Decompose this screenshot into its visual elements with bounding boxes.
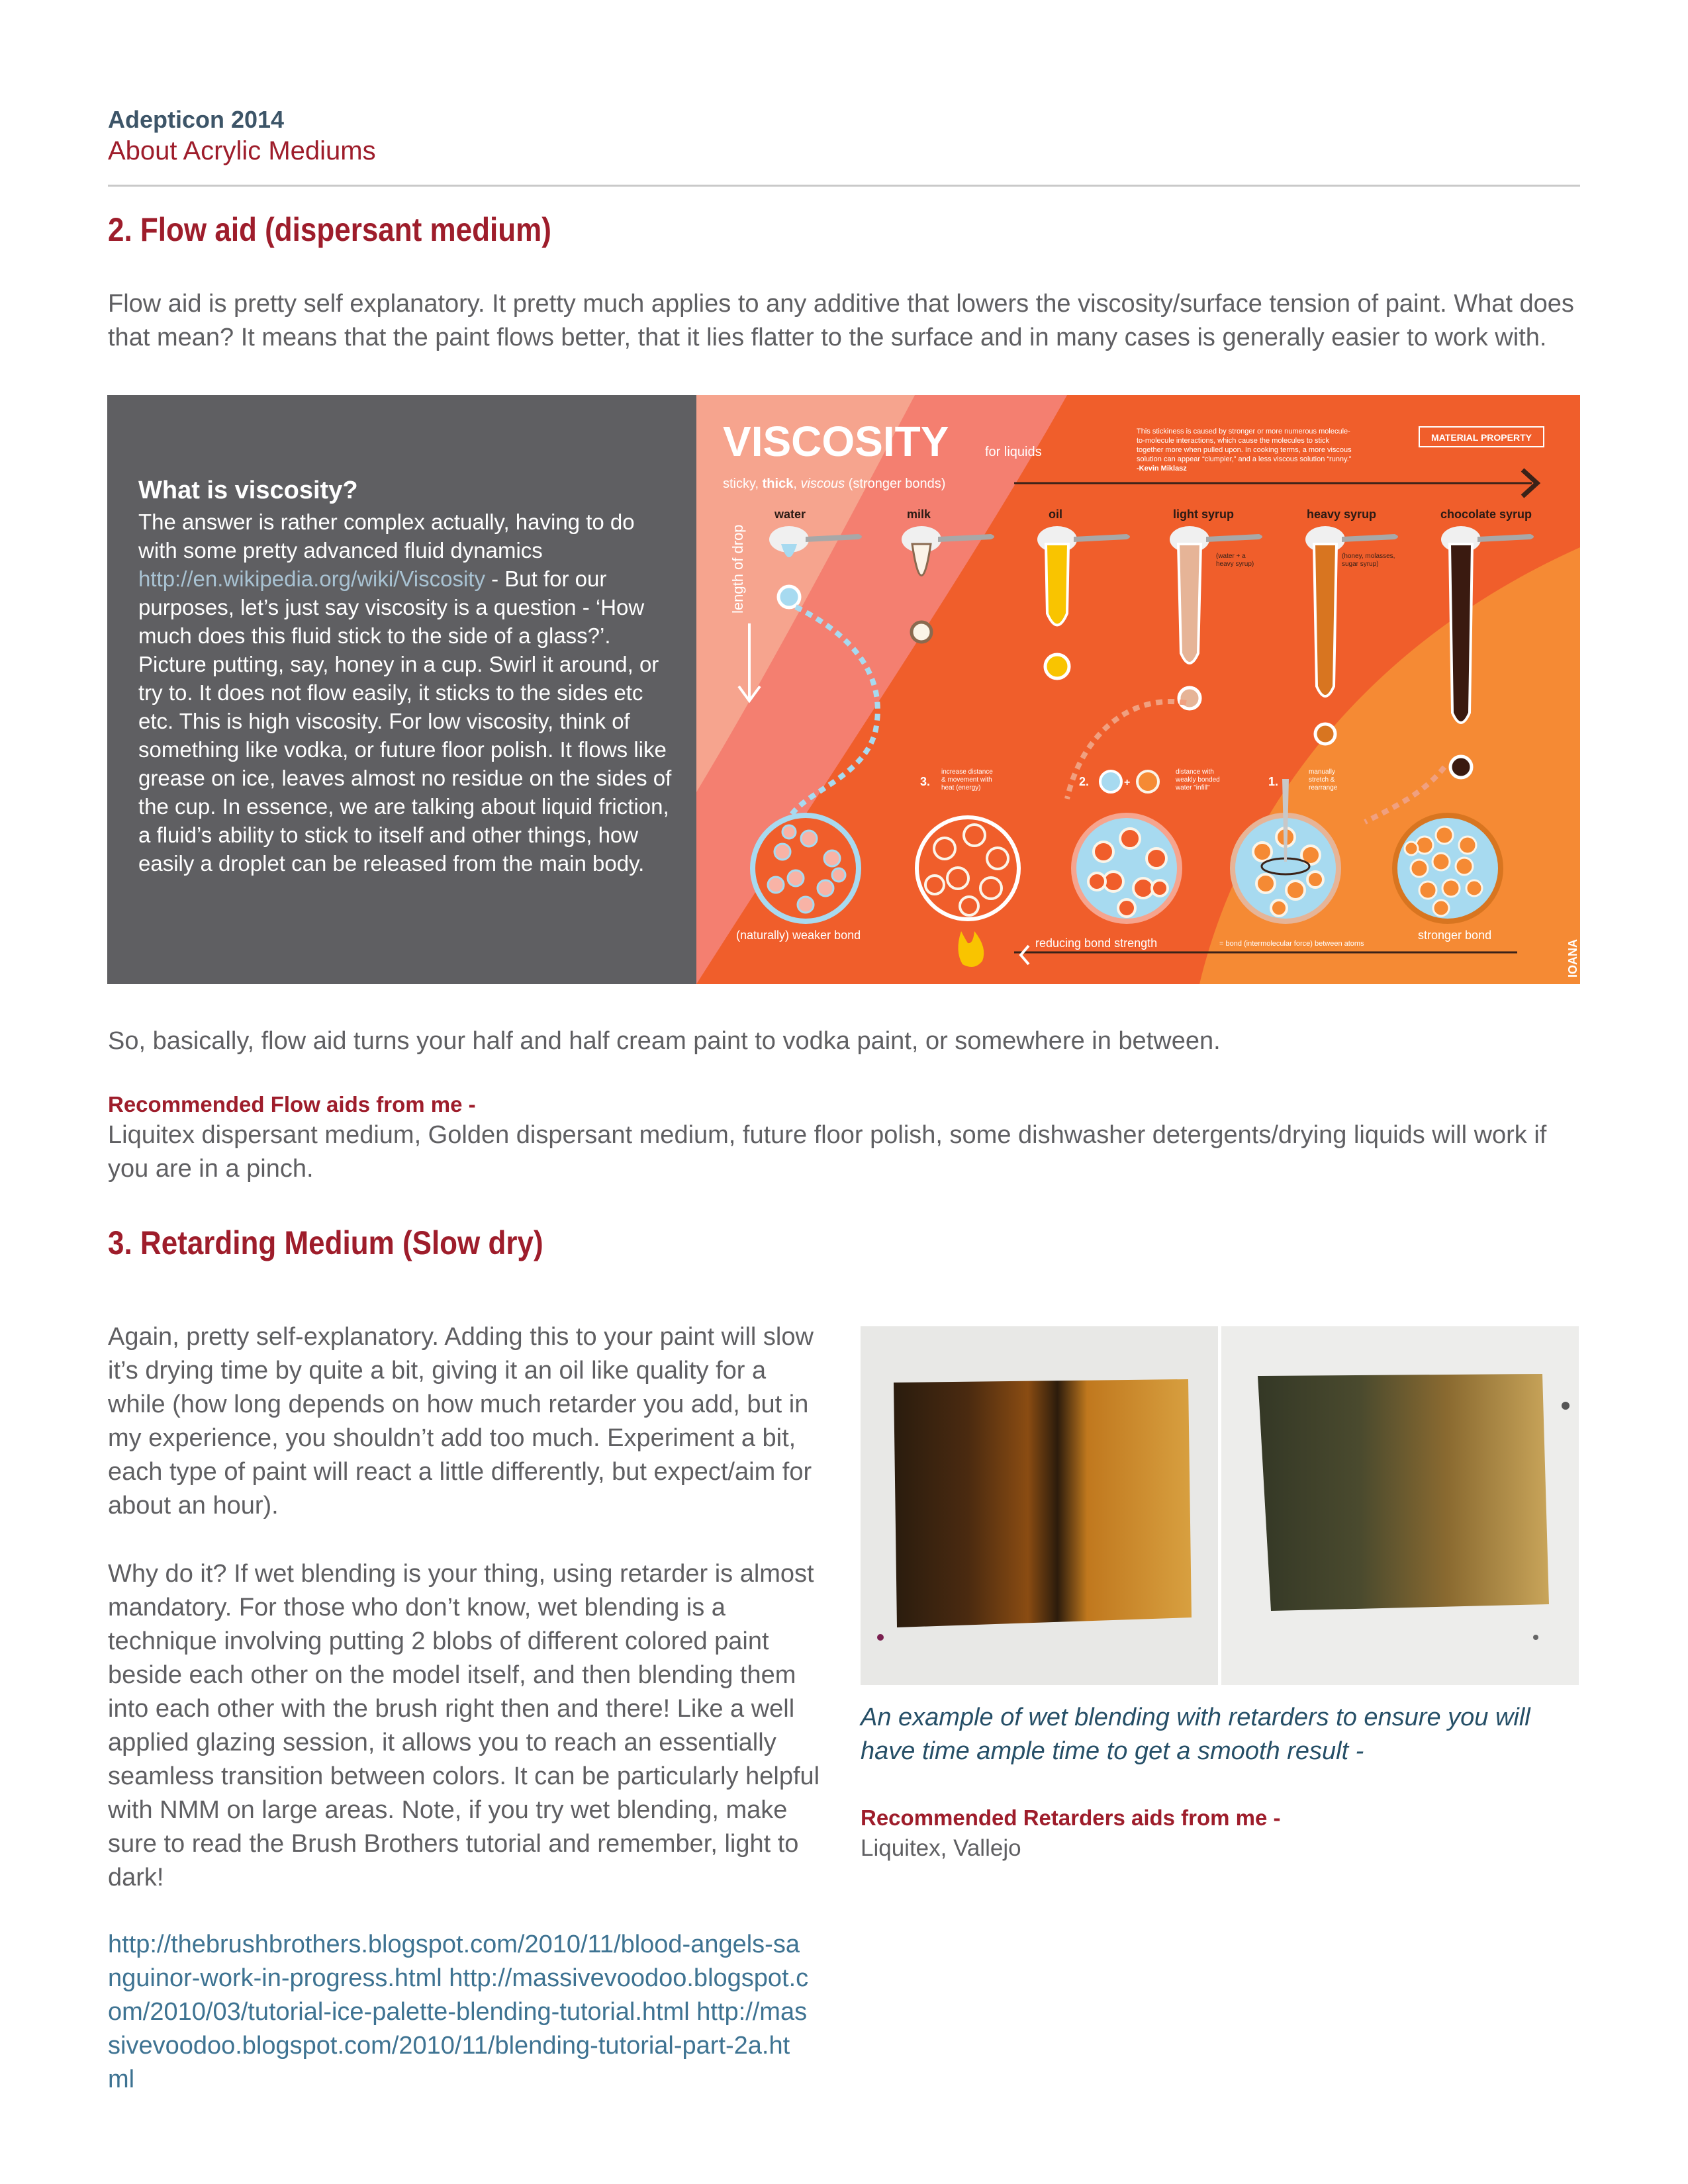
section-3-heading: 3. Retarding Medium (Slow dry) — [108, 1224, 543, 1261]
infographic-signature: IOANA — [1566, 939, 1579, 978]
liquid-label-water: water — [774, 508, 806, 521]
svg-text:solution can appear “clumpier,: solution can appear “clumpier,” and a less viscous solution “runny.” — [1137, 455, 1352, 463]
infographic-tagline: sticky, thick, viscous (stronger bonds) — [723, 477, 946, 491]
svg-text:-Kevin Miklasz: -Kevin Miklasz — [1137, 465, 1187, 473]
length-of-drop-label: length of drop — [729, 524, 746, 614]
liquid-label-heavy-syrup: heavy syrup — [1307, 508, 1377, 521]
molecule-weak — [753, 815, 859, 921]
svg-text:1.: 1. — [1268, 775, 1279, 788]
liquid-label-chocolate-syrup: chocolate syrup — [1440, 508, 1532, 521]
blended-tile-before — [894, 1379, 1192, 1627]
viscosity-answer — [138, 508, 675, 878]
document-subtitle: About Acrylic Mediums — [108, 136, 376, 165]
reducing-strength-label: reducing bond strength — [1035, 936, 1158, 950]
svg-text:3.: 3. — [920, 775, 931, 788]
svg-text:2.: 2. — [1079, 775, 1090, 788]
svg-text:(honey, molasses,: (honey, molasses, — [1342, 553, 1395, 560]
liquid-label-oil: oil — [1049, 508, 1062, 521]
svg-text:weakly bonded: weakly bonded — [1176, 776, 1220, 784]
section-2-intro: Flow aid is pretty self explanatory. It pretty much applies to any additive that lowers the viscosity/surface tension of paint. What does that mean? It means that the paint flows better, that it lies flatter to the surface and in many cases is generally easier to work with. — [108, 290, 1574, 351]
infographic-title: VISCOSITY — [723, 418, 949, 465]
svg-text:distance with: distance with — [1176, 768, 1214, 776]
liquid-label-milk: milk — [907, 508, 931, 521]
svg-text:together more when pulled upon: together more when pulled upon. In cooking terms, a more viscous — [1137, 446, 1352, 454]
retarder-recommendation-text: Liquitex, Vallejo — [861, 1835, 1021, 1861]
document-event-title: Adepticon 2014 — [108, 106, 285, 133]
material-property-label: MATERIAL PROPERTY — [1431, 432, 1532, 443]
flow-aid-summary: So, basically, flow aid turns your half and half cream paint to vodka paint, or somewhere in between. — [108, 1027, 1221, 1055]
flow-aid-recommendation-text: Liquitex dispersant medium, Golden dispersant medium, future floor polish, some dishwasher detergents/drying liquids will work if you are in a pinch. — [108, 1121, 1547, 1183]
svg-text:increase distance: increase distance — [941, 768, 993, 776]
stronger-bond-label: stronger bond — [1418, 929, 1492, 942]
svg-text:rearrange: rearrange — [1309, 784, 1338, 792]
viscosity-answer-rest: - But for our purposes, let’s just say viscosity is a question - ‘How much does this fluid stick to the side of a glass?’. Picture putting, say, honey in a cup. Swirl it around, or try to. It does not flow easily, it sticks to the sides etc etc. This is high viscosity. For low viscosity, think of something like vodka, or future floor polish. It flows like grease on ice, leaves almost no residue on the sides of the cup. In essence, we are talking about liquid friction, a fluid’s ability to stick to itself and other things, how easily a droplet can be released from the main body. — [138, 567, 672, 876]
svg-text:water "infill": water "infill" — [1176, 784, 1210, 792]
wikipedia-link[interactable]: http://en.wikipedia.org/wiki/Viscosity — [138, 567, 485, 591]
flow-aid-recommendation-heading: Recommended Flow aids from me - — [108, 1092, 476, 1116]
viscosity-explainer-box — [107, 395, 696, 984]
svg-text:(water + a: (water + a — [1216, 553, 1246, 560]
svg-text:& movement with: & movement with — [941, 776, 992, 784]
weaker-bond-label: (naturally) weaker bond — [736, 929, 861, 942]
svg-text:sugar syrup): sugar syrup) — [1342, 561, 1379, 568]
retarder-paragraph-2: Why do it? If wet blending is your thing, using retarder is almost mandatory. For those who don’t know, wet blending is a technique involving putting 2 blobs of different colored paint beside each other on the model itself, and then blending them into each other with the brush right then and there! Like a well applied glazing session, it allows you to reach an essentially seamless transition between colors. It can be particularly helpful with NMM on large areas. Note, if you try wet blending, make sure to read the Brush Brothers tutorial and remember, light to dark! — [108, 1560, 820, 1891]
retarder-paragraph-1: Again, pretty self-explanatory. Adding this to your paint will slow it’s drying time by quite a bit, giving it an oil like quality for a while (how long depends on how much retarder you add, but in my experience, you shouldn’t add too much. Experiment a bit, each type of paint will react a little differently, but expect/aim for about an hour). — [108, 1323, 814, 1520]
section-2-heading: 2. Flow aid (dispersant medium) — [108, 211, 551, 248]
svg-text:to-molecule interactions, whic: to-molecule interactions, which cause the molecules to stick — [1137, 437, 1330, 445]
svg-text:heavy syrup): heavy syrup) — [1216, 561, 1254, 568]
molecule-infill — [1074, 815, 1180, 921]
svg-text:heat (energy): heat (energy) — [941, 784, 981, 792]
header-divider — [108, 185, 1580, 187]
molecule-strong — [1395, 815, 1501, 921]
viscosity-question: What is viscosity? — [138, 477, 358, 504]
infographic-title-suffix: for liquids — [985, 445, 1042, 459]
retarder-recommendation-heading: Recommended Retarders aids from me - — [861, 1805, 1281, 1830]
viscosity-answer-start: The answer is rather complex actually, having to do with some pretty advanced fluid dynamics — [138, 510, 635, 563]
wet-blending-photos — [861, 1326, 1579, 1685]
svg-text:manually: manually — [1309, 768, 1336, 776]
blended-tile-after — [1258, 1374, 1549, 1611]
liquid-label-light-syrup: light syrup — [1173, 508, 1235, 521]
tutorial-links[interactable]: http://thebrushbrothers.blogspot.com/2010/11/blood-angels-sanguinor-work-in-progress.html http://massivevoodoo.blogspot.com/2010/03/tutorial-ice-palette-blending-tutorial.html http://massivevoodoo.blogspot.com/2010/11/blending-tutorial-part-2a.html — [108, 1931, 809, 2093]
svg-text:This stickiness is caused by s: This stickiness is caused by stronger or more numerous molecule- — [1137, 428, 1350, 435]
svg-text:+: + — [1124, 777, 1131, 788]
svg-text:stretch &: stretch & — [1309, 776, 1335, 784]
photo-caption: An example of wet blending with retarders to ensure you will have time ample time to get a smooth result - — [861, 1704, 1530, 1765]
bond-legend-label: = bond (intermolecular force) between atoms — [1219, 940, 1364, 948]
viscosity-infographic — [696, 395, 1580, 984]
